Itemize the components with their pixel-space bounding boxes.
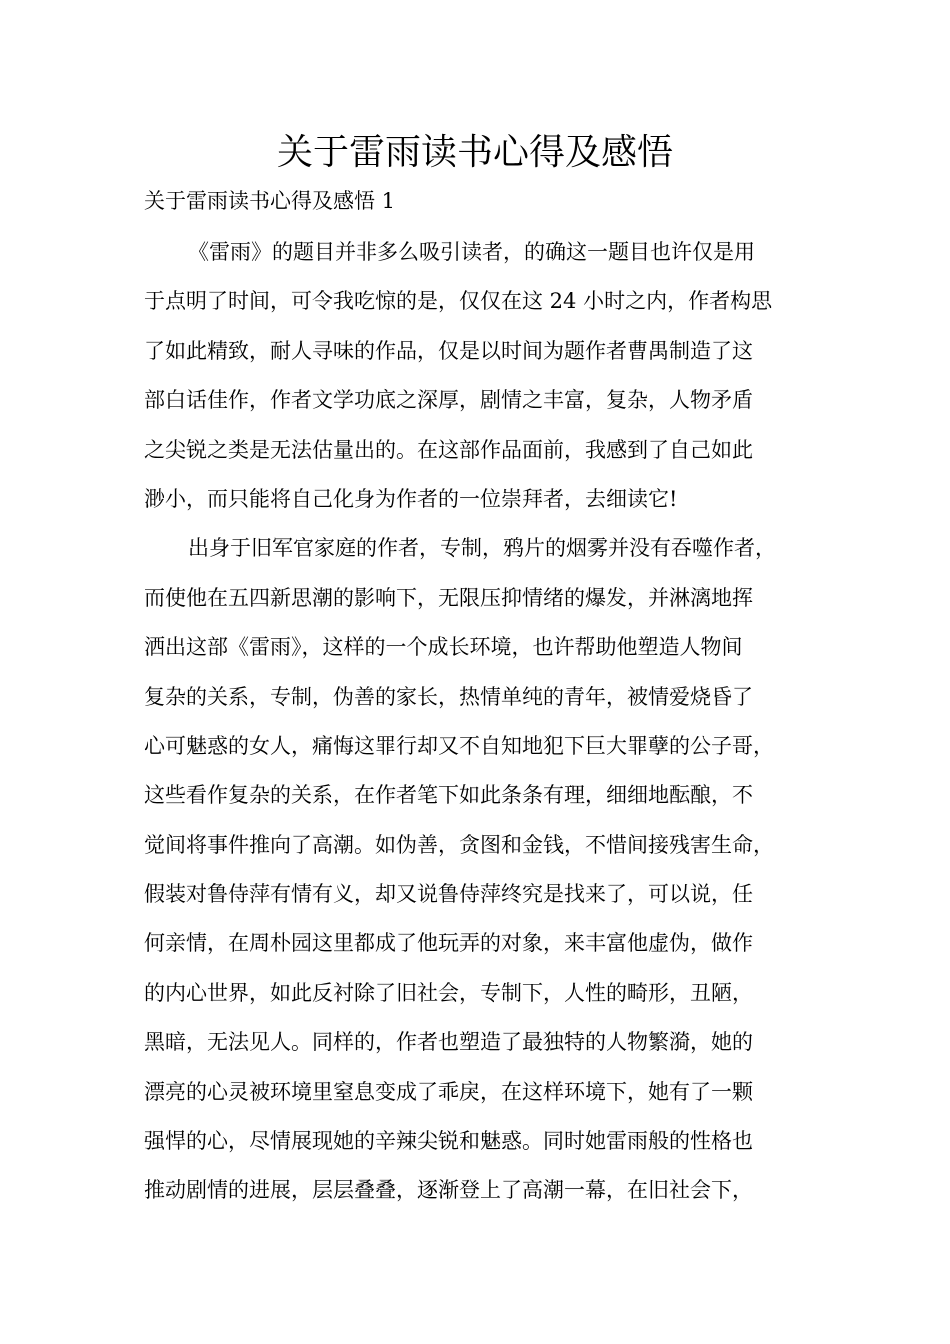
- paragraph-1-line-1: 《雷雨》的题目并非多么吸引读者，的确这一题目也许仅是用: [188, 240, 755, 264]
- document-body: [144, 235, 824, 1223]
- paragraph-2-line-2: 而使他在五四新思潮的影响下，无限压抑情绪的爆发，并淋漓地挥: [144, 585, 753, 610]
- paragraph-2-line-9: 何亲情，在周朴园这里都成了他玩弄的对象，来丰富他虚伪，做作: [144, 931, 753, 956]
- paragraph-1-line-3: 了如此精致，耐人寻味的作品，仅是以时间为题作者曹禺制造了这: [144, 338, 753, 363]
- paragraph-2-line-6: 这些看作复杂的关系，在作者笔下如此条条有理，细细地酝酿，不: [144, 783, 753, 808]
- paragraph-1-line-5: 之尖锐之类是无法估量出的。在这部作品面前，我感到了自己如此: [144, 437, 753, 462]
- section-heading: 关于雷雨读书心得及感悟 1: [144, 189, 396, 213]
- paragraph-2-line-8: 假装对鲁侍萍有情有义，却又说鲁侍萍终究是找来了，可以说，任: [144, 882, 753, 907]
- paragraph-2-line-14: 推动剧情的进展，层层叠叠，逐渐登上了高潮一幕，在旧社会下，: [144, 1178, 753, 1203]
- paragraph-2-line-10: 的内心世界，如此反衬除了旧社会，专制下，人性的畸形，丑陋，: [144, 980, 753, 1005]
- paragraph-2-line-7: 觉间将事件推向了高潮。如伪善，贪图和金钱，不惜间接残害生命，: [144, 832, 774, 857]
- paragraph-2-line-3: 洒出这部《雷雨》，这样的一个成长环境，也许帮助他塑造人物间: [144, 635, 743, 660]
- paragraph-2-line-1: 出身于旧军官家庭的作者，专制，鸦片的烟雾并没有吞噬作者，: [188, 536, 776, 561]
- paragraph-1-line-4: 部白话佳作，作者文学功底之深厚，剧情之丰富，复杂，人物矛盾: [144, 388, 753, 413]
- paragraph-2-line-11: 黑暗，无法见人。同样的，作者也塑造了最独特的人物繁漪，她的: [144, 1030, 753, 1055]
- paragraph-1-line-2: 于点明了时间，可令我吃惊的是，仅仅在这 24 小时之内，作者构思: [144, 289, 773, 314]
- document-title: 关于雷雨读书心得及感悟: [276, 132, 673, 173]
- paragraph-2-line-12: 漂亮的心灵被环境里窒息变成了乖戾，在这样环境下，她有了一颗: [144, 1079, 753, 1104]
- paragraph-2-line-5: 心可魅惑的女人，痛悔这罪行却又不自知地犯下巨大罪孽的公子哥，: [144, 733, 774, 758]
- paragraph-2-line-13: 强悍的心，尽情展现她的辛辣尖锐和魅惑。同时她雷雨般的性格也: [144, 1129, 753, 1154]
- paragraph-1-line-6: 渺小，而只能将自己化身为作者的一位崇拜者，去细读它!: [144, 486, 678, 511]
- paragraph-2-line-4: 复杂的关系，专制，伪善的家长，热情单纯的青年，被情爱烧昏了: [144, 684, 753, 709]
